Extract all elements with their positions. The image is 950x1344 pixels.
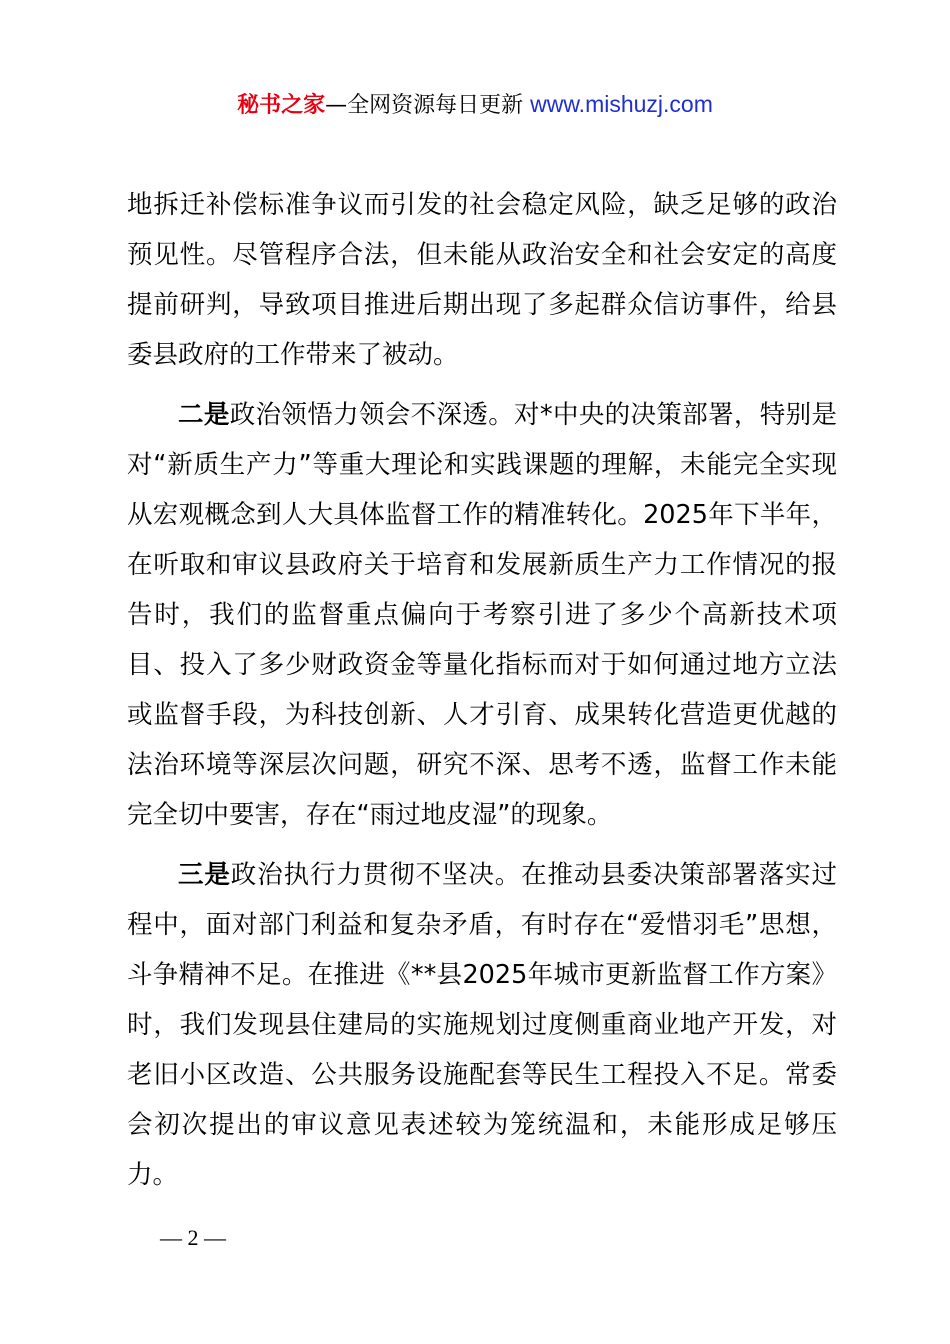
paragraph-lead: 二是 (178, 400, 230, 430)
paragraph-text: 政治执行力贯彻不坚决。在推动县委决策部署落实过程中，面对部门利益和复杂矛盾，有时存在“爱惜羽毛”思想，斗争精神不足。在推进《**县2025年城市更新监督工作方案》时，我们发现县住建局的实施规划过度侧重商业地产开发，对老旧小区改造、公共服务设施配套等民生工程投入不足。常委会初次提出的审议意见表述较为笼统温和，未能形成足够压力。 (127, 860, 837, 1190)
paragraph-text: 政治领悟力领会不深透。对*中央的决策部署，特别是对“新质生产力”等重大理论和实践课题的理解，未能完全实现从宏观概念到人大具体监督工作的精准转化。2025年下半年，在听取和审议县政府关于培育和发展新质生产力工作情况的报告时，我们的监督重点偏向于考察引进了多少个高新技术项目、投入了多少财政资金等量化指标而对于如何通过地方立法或监督手段，为科技创新、人才引育、成果转化营造更优越的法治环境等深层次问题，研究不深、思考不透，监督工作未能完全切中要害，存在“雨过地皮湿”的现象。 (127, 400, 837, 830)
paragraph-political-execution (127, 850, 837, 1200)
paragraph-political-comprehension (127, 390, 837, 840)
site-header (0, 88, 950, 122)
document-body (127, 180, 837, 1200)
paragraph-continuation (127, 180, 837, 380)
header-brand: 秘书之家 (237, 93, 326, 118)
page-number: — 2 — (160, 1225, 226, 1250)
paragraph-lead: 三是 (178, 860, 231, 890)
header-tagline: —全网资源每日更新 (325, 93, 531, 118)
paragraph-text: 地拆迁补偿标准争议而引发的社会稳定风险，缺乏足够的政治预见性。尽管程序合法，但未能从政治安全和社会安定的高度提前研判，导致项目推进后期出现了多起群众信访事件，给县委县政府的工作带来了被动。 (127, 190, 837, 370)
header-url-link[interactable]: www.mishuzj.com (530, 91, 713, 117)
